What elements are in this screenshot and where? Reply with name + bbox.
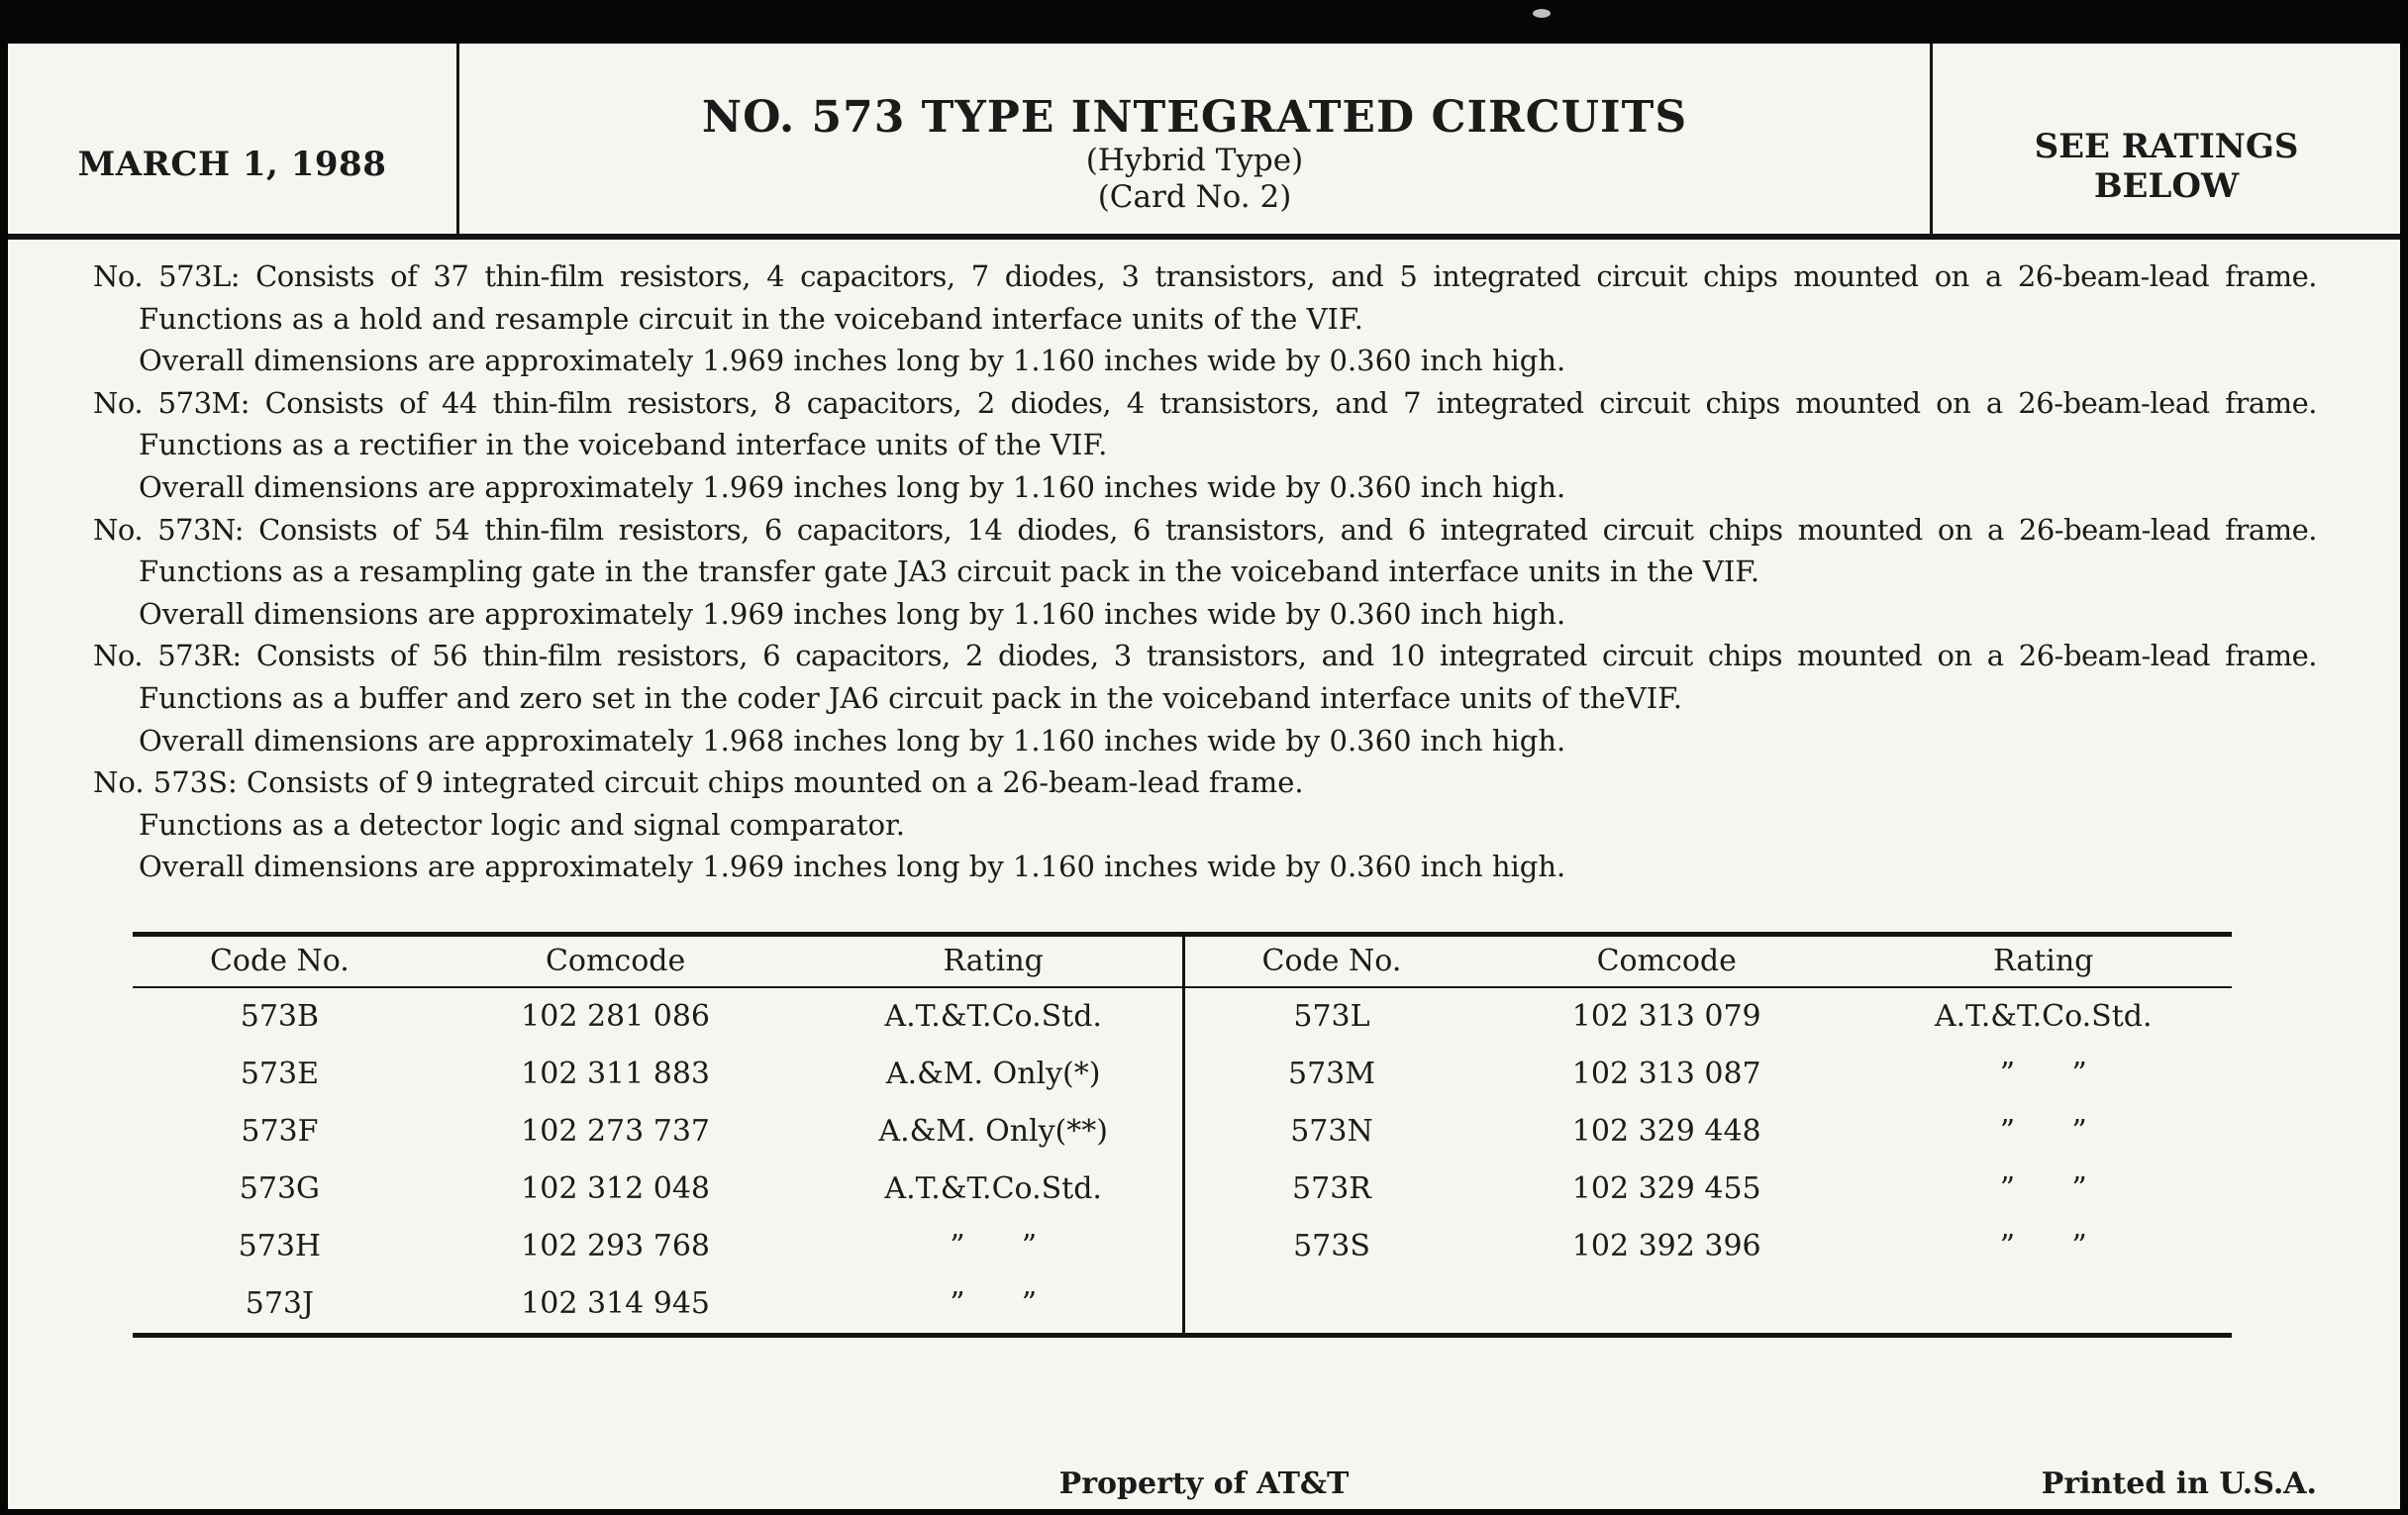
title-block: [456, 44, 1933, 234]
scan-artifact: [1533, 9, 1551, 18]
document-page: [8, 44, 2400, 1509]
property-notice: Property of AT&T: [1058, 1466, 1350, 1501]
table-row: [1185, 1218, 2232, 1275]
description-573r: [93, 635, 2317, 761]
table-row: [133, 1046, 1182, 1103]
document-subtitle-type: (Hybrid Type): [1085, 143, 1304, 178]
desc-intro: No. 573R: Consists of 56 thin-film resistors, 6 capacitors, 2 diodes, 3 transistors, and 10 integrated circuit chips mounted on a 26-beam-lead frame.: [93, 639, 2317, 673]
desc-intro: No. 573L: Consists of 37 thin-film resistors, 4 capacitors, 7 diodes, 3 transistors, and 5 integrated circuit chips mounted on a 26-beam-lead frame.: [93, 259, 2317, 293]
comcode: 102 293 768: [521, 1229, 711, 1264]
see-ratings-note: [1933, 44, 2400, 234]
rating-ditto: ” ”: [1999, 1229, 2087, 1264]
circuit-descriptions: [8, 240, 2400, 888]
column-header-comcode: Comcode: [545, 944, 686, 979]
desc-function: Functions as a hold and resample circuit in the voiceband interface units of the VIF.: [139, 301, 1363, 336]
desc-intro: No. 573S: Consists of 9 integrated circuit chips mounted on a 26-beam-lead frame.: [93, 765, 1304, 800]
rating: A.&M. Only(*): [885, 1057, 1101, 1092]
rating-ditto: ” ”: [950, 1286, 1038, 1322]
description-573m: [93, 382, 2317, 509]
desc-function: Functions as a resampling gate in the transfer gate JA3 circuit pack in the voiceband interface units in the VIF.: [139, 555, 1760, 589]
see-ratings-line2: BELOW: [2093, 166, 2240, 206]
rating: A.T.&T.Co.Std.: [884, 1171, 1102, 1207]
ratings-table-right: [1182, 937, 2232, 1333]
rating: A.T.&T.Co.Std.: [884, 999, 1102, 1035]
comcode: 102 273 737: [521, 1114, 711, 1150]
code-no: 573H: [238, 1229, 322, 1264]
description-573n: [93, 509, 2317, 636]
issue-date: MARCH 1, 1988: [77, 145, 387, 184]
code-no: 573F: [241, 1114, 319, 1150]
rating-ditto: ” ”: [950, 1229, 1038, 1264]
desc-function: Functions as a buffer and zero set in the coder JA6 circuit pack in the voiceband interface units of theVIF.: [139, 680, 1682, 715]
printed-notice: Printed in U.S.A.: [2041, 1466, 2317, 1501]
document-title: NO. 573 TYPE INTEGRATED CIRCUITS: [701, 92, 1688, 143]
code-no: 573G: [239, 1171, 321, 1207]
table-row: [133, 1218, 1182, 1275]
desc-function: Functions as a detector logic and signal comparator.: [139, 807, 905, 842]
table-row: [1185, 1103, 2232, 1161]
table-row: [1185, 1046, 2232, 1103]
comcode: 102 329 448: [1571, 1114, 1761, 1150]
description-573s: [93, 761, 2317, 888]
table-row: [133, 1275, 1182, 1333]
comcode: 102 392 396: [1571, 1229, 1761, 1264]
table-row: [1185, 988, 2232, 1046]
column-header-rating: Rating: [1993, 944, 2094, 979]
desc-dimensions: Overall dimensions are approximately 1.969 inches long by 1.160 inches wide by 0.360 inch high.: [139, 344, 1566, 378]
ratings-table-left: [133, 937, 1182, 1333]
table-row: [1185, 1161, 2232, 1218]
document-subtitle-card: (Card No. 2): [1097, 179, 1292, 215]
column-header-rating: Rating: [943, 944, 1044, 979]
desc-intro: No. 573M: Consists of 44 thin-film resistors, 8 capacitors, 2 diodes, 4 transistors, and 7 integrated circuit chips mounted on a 26-beam-lead frame.: [93, 385, 2317, 420]
code-no: 573N: [1290, 1114, 1373, 1150]
comcode: 102 314 945: [521, 1286, 711, 1322]
comcode: 102 313 079: [1571, 999, 1761, 1035]
code-no: 573L: [1293, 999, 1370, 1035]
column-header-code-no: Code No.: [209, 944, 350, 979]
code-no: 573E: [240, 1057, 319, 1092]
desc-function: Functions as a rectifier in the voiceband interface units of the VIF.: [139, 428, 1108, 462]
code-no: 573J: [245, 1286, 315, 1322]
code-no: 573S: [1293, 1229, 1370, 1264]
column-header-code-no: Code No.: [1261, 944, 1402, 979]
table-header-row: [1185, 937, 2232, 988]
code-no: 573B: [240, 999, 320, 1035]
desc-dimensions: Overall dimensions are approximately 1.968 inches long by 1.160 inches wide by 0.360 inch high.: [139, 723, 1566, 758]
code-no: 573R: [1292, 1171, 1371, 1207]
comcode: 102 313 087: [1571, 1057, 1761, 1092]
table-row: [133, 1161, 1182, 1218]
comcode: 102 281 086: [521, 999, 711, 1035]
desc-dimensions: Overall dimensions are approximately 1.969 inches long by 1.160 inches wide by 0.360 inch high.: [139, 469, 1566, 504]
column-header-comcode: Comcode: [1596, 944, 1737, 979]
comcode: 102 311 883: [521, 1057, 711, 1092]
rating: A.T.&T.Co.Std.: [1934, 999, 2153, 1035]
rating-ditto: ” ”: [1999, 1171, 2087, 1207]
desc-dimensions: Overall dimensions are approximately 1.969 inches long by 1.160 inches wide by 0.360 inch high.: [139, 850, 1566, 884]
table-row: [133, 1103, 1182, 1161]
rating-ditto: ” ”: [1999, 1114, 2087, 1150]
description-573l: [93, 255, 2317, 382]
comcode: 102 312 048: [521, 1171, 711, 1207]
see-ratings-line1: SEE RATINGS: [2034, 127, 2299, 166]
code-no: 573M: [1287, 1057, 1375, 1092]
ratings-table: [133, 932, 2232, 1338]
table-header-row: [133, 937, 1182, 988]
rating-ditto: ” ”: [1999, 1057, 2087, 1092]
rating: A.&M. Only(**): [878, 1114, 1108, 1150]
desc-intro: No. 573N: Consists of 54 thin-film resistors, 6 capacitors, 14 diodes, 6 transistors, and 6 integrated circuit chips mounted on a 26-beam-lead frame.: [93, 512, 2317, 547]
desc-dimensions: Overall dimensions are approximately 1.969 inches long by 1.160 inches wide by 0.360 inch high.: [139, 596, 1566, 631]
comcode: 102 329 455: [1571, 1171, 1761, 1207]
table-row: [133, 988, 1182, 1046]
document-header: [8, 44, 2400, 234]
